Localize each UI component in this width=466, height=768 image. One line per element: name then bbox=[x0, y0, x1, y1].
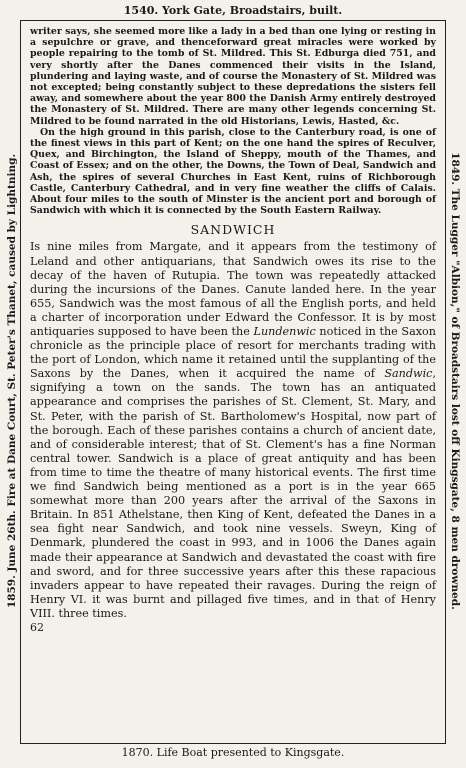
sandwich-text-2: noticed in the Saxon chronicle as the principle place of resort for merchants trading with the port of London, which name it retained until the supplanting of the Saxons by the Danes, when it acquired the name of bbox=[30, 325, 436, 381]
header-timeline-entry: 1540. York Gate, Broadstairs, built. bbox=[123, 4, 343, 17]
section-title: SANDWICH bbox=[190, 222, 276, 238]
page-number: 62 bbox=[30, 620, 44, 634]
sandwich-emphasis-sandwic: Sandwic bbox=[384, 367, 433, 381]
sandwich-text-3: , signifying a town on the sands. The town has an antiquated appearance and comprises the parishes of St. Clement, St. Mary, and St. Peter, with the parish of St. Bartholomew's Hospital, now part of the borough. Each of these parishes contains a church of ancient date, and of considerable interest; that of St. Clement's has a fine Norman central tower. Sandwich is a place of great antiquity and has been from time to time the theatre of many historical events. The first time we find Sandwich being mentioned as a port is in the year 665 somewhat more than 200 years after the arrival of the Saxons in Britain. In 851 Athelstane, then King of Kent, defeated the Danes in a sea fight near Sandwich, and took nine vessels. Sweyn, King of Denmark, plundered the coast in 993, and in 1006 the Danes again made their appearance at Sandwich and devastated the coast with fire and sword, and for three successive years after this these rapacious invaders appear to have repeated their ravages. During the reign of Henry VI. it was burnt and pillaged five times, and in that of Henry VIII. three times. bbox=[30, 367, 436, 620]
intro-paragraph-1: writer says, she seemed more like a lady in a bed than one lying or resting in a sepulchre or grave, and thenceforward great miracles were worked by people repairing to the tomb of St. Mildred. This St. Edburga died 751, and very shortly after the Danes commenced their visits in the Island, plundering and laying waste, and of course the Monastery of St. Mildred was not excepted; being constantly subject to these depredations the sisters fell away, and somewhere about the year 800 the Danish Army entirely destroyed the Monastery of St. Mildred. There are many other legends concerning St. Mildred to be found narrated in the old Historians, Lewis, Hasted, &c. bbox=[30, 26, 436, 127]
sandwich-text-1: Is nine miles from Margate, and it appears from the testimony of Leland and other antiquarians, that Sandwich owes its rise to the decay of the haven of Rutupia. The town was repeatedly attacked during the incursions of the Danes. Canute landed here. In the year 655, Sandwich was the most famous of all the English ports, and held a charter of incorporation under Edward the Confessor. It is by most antiquaries supposed to have been the bbox=[30, 240, 436, 339]
sandwich-paragraph bbox=[30, 240, 436, 621]
sandwich-emphasis-lundenwic: Lundenwic bbox=[253, 325, 316, 339]
left-margin-timeline-entry: 1859. June 26th. Fire at Dane Court, St. Peter's Thanet, caused by Lightning. bbox=[6, 153, 18, 609]
right-margin-timeline-entry: 1849. The Lugger "Albion," of Broadstairs lost off Kingsgate, 8 men drowned. bbox=[449, 152, 461, 610]
page-content bbox=[30, 26, 436, 634]
footer-timeline-entry: 1870. Life Boat presented to Kingsgate. bbox=[121, 746, 345, 759]
intro-paragraph-2: On the high ground in this parish, close to the Canterbury road, is one of the finest views in this part of Kent; on the one hand the spires of Reculver, Quex, and Birchington, the Island of Sheppy, mouth of the Thames, and Coast of Essex; and on the other, the Downs, the Town of Deal, Sandwich and Ash, the spires of several Churches in East Kent, ruins of Richborough Castle, Canterbury Cathedral, and in very fine weather the cliffs of Calais. About four miles to the south of Minster is the ancient port and borough of Sandwich with which it is connected by the South Eastern Railway. bbox=[30, 126, 436, 217]
